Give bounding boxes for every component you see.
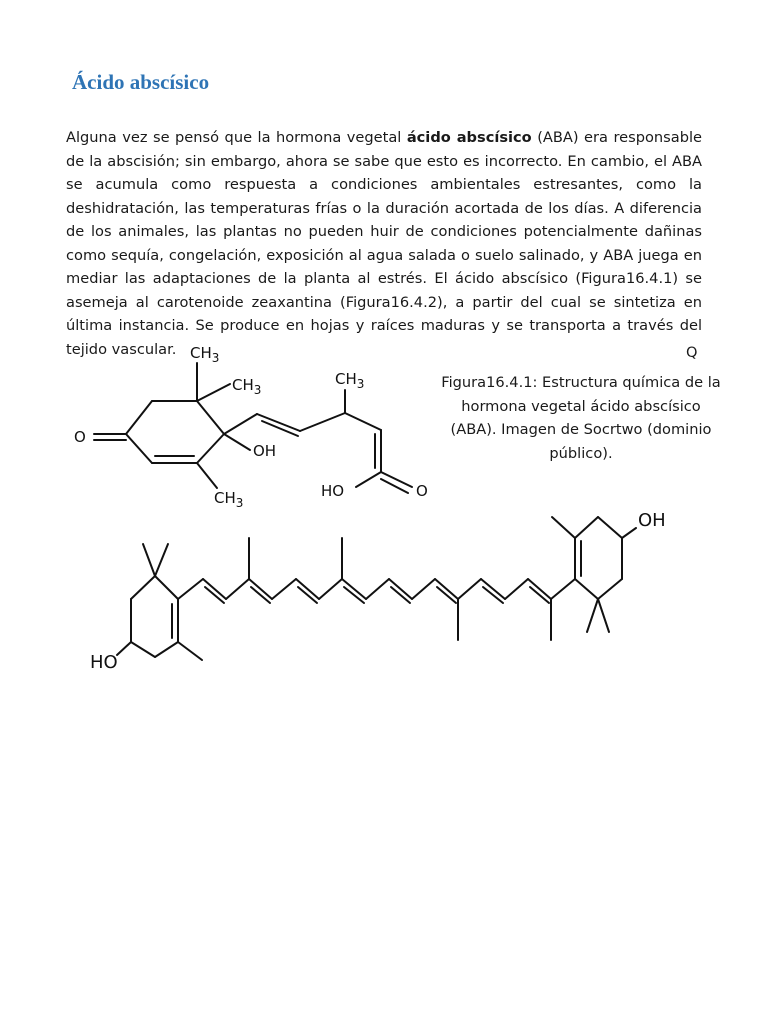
- zeaxanthin-label-ho: HO: [90, 652, 118, 673]
- aba-label-oh: OH: [253, 442, 277, 460]
- page-title: Ácido abscísico: [72, 70, 210, 94]
- aba-label-ch3-right: $CH_3$: [232, 376, 262, 397]
- zeaxanthin-label-oh: OH: [638, 510, 666, 531]
- aba-label-o-acid: O: [416, 482, 428, 500]
- aba-structure-diagram: [62, 340, 502, 510]
- aba-label-ho: HO: [321, 482, 345, 500]
- zeaxanthin-bonds: [117, 517, 636, 660]
- body-paragraph: [66, 126, 702, 361]
- aba-label-o-ketone: O: [74, 428, 86, 446]
- paragraph-text-start: Alguna vez se pensó que la hormona vegetal: [66, 129, 407, 146]
- aba-label-ch3-chain: $CH_3$: [335, 370, 365, 391]
- paragraph-text-rest: (ABA) era responsable de la abscisión; sin embargo, ahora se sabe que esto es incorrecto. En cambio, el ABA se acumula como respuesta a condiciones ambientales estresantes, como la deshidratación, las temperaturas frías o la duración acortada de los días. A diferencia de los animales, las plantas no pueden huir de condiciones potencialmente dañinas como sequía, congelación, exposición al agua salada o suelo salinado, y ABA juega en mediar las adaptaciones de la planta al estrés. El ácido abscísico (Figura16.4.1) se asemeja al carotenoide zeaxantina (Figura16.4.2), a partir del cual se sintetiza en última instancia. Se produce en hojas y raíces maduras y se transporta a través del tejido vascular.: [66, 129, 702, 358]
- aba-label-ch3-top: $CH_3$: [190, 344, 220, 365]
- paragraph-bold-term: ácido abscísico: [406, 129, 532, 146]
- aba-label-ch3-bottom: $CH_3$: [214, 489, 244, 510]
- figure-caption: Figura16.4.1: Estructura química de la hormona vegetal ácido abscísico (ABA). Imagen de Socrtwo (dominio público).: [441, 374, 721, 462]
- zeaxanthin-structure-diagram: [84, 502, 704, 682]
- stray-character: Q: [686, 344, 698, 361]
